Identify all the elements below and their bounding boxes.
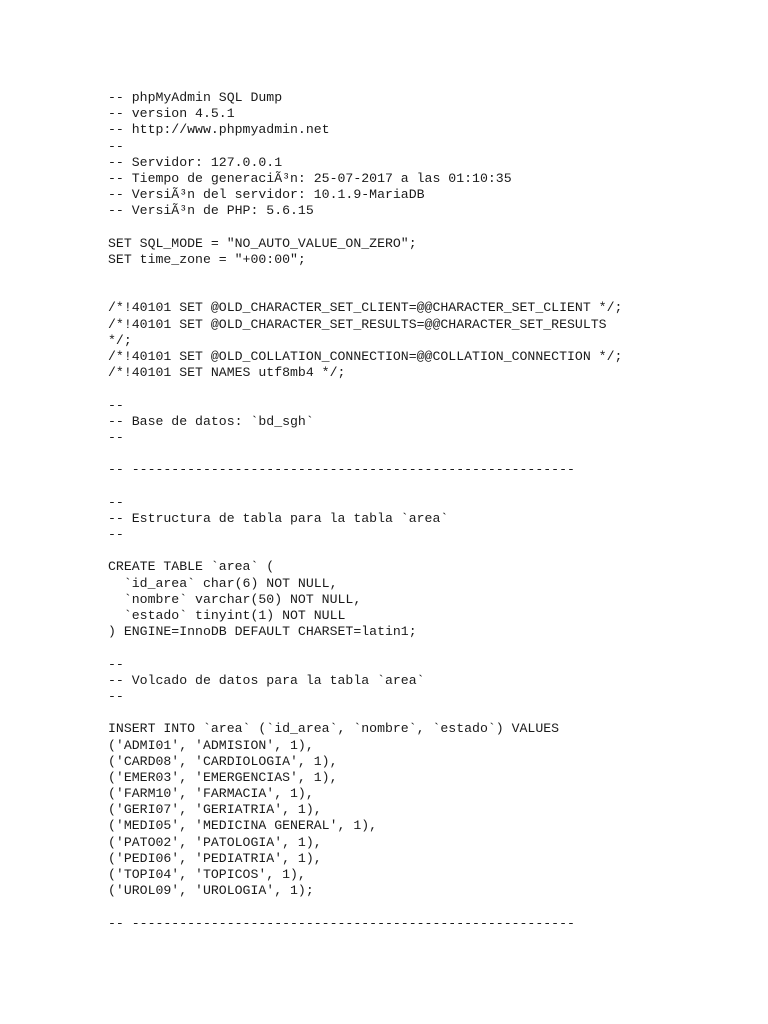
code-line: -- VersiÃ³n de PHP: 5.6.15	[108, 203, 314, 219]
code-line	[108, 220, 622, 236]
code-line: ('CARD08', 'CARDIOLOGIA', 1),	[108, 753, 338, 769]
code-line: -- Tiempo de generaciÃ³n: 25-07-2017 a las 01:10:35	[108, 170, 512, 186]
code-line	[108, 479, 622, 495]
code-line	[108, 446, 622, 462]
code-line: /*!40101 SET NAMES utf8mb4 */;	[108, 365, 346, 381]
code-line: --	[108, 138, 124, 154]
code-line: -- Volcado de datos para la tabla `area`	[108, 672, 425, 688]
code-line: ('FARM10', 'FARMACIA', 1),	[108, 786, 314, 802]
code-line: `nombre` varchar(50) NOT NULL,	[108, 591, 362, 607]
code-line: ('MEDI05', 'MEDICINA GENERAL', 1),	[108, 818, 378, 834]
code-line: --	[108, 527, 124, 543]
code-line: -- Base de datos: `bd_sgh`	[108, 413, 314, 429]
code-line: /*!40101 SET @OLD_CHARACTER_SET_CLIENT=@@CHARACTER_SET_CLIENT */;	[108, 300, 623, 316]
code-line: */;	[108, 332, 132, 348]
code-line: --	[108, 656, 124, 672]
code-line	[108, 543, 622, 559]
code-line: CREATE TABLE `area` (	[108, 559, 275, 575]
code-line: SET time_zone = "+00:00";	[108, 251, 306, 267]
code-line: -- Servidor: 127.0.0.1	[108, 154, 283, 170]
code-line: INSERT INTO `area` (`id_area`, `nombre`, `estado`) VALUES	[108, 721, 560, 737]
code-line: ('PATO02', 'PATOLOGIA', 1),	[108, 834, 322, 850]
code-line	[108, 640, 622, 656]
code-line: -- phpMyAdmin SQL Dump	[108, 90, 283, 105]
code-line: -- VersiÃ³n del servidor: 10.1.9-MariaDB	[108, 187, 425, 203]
code-line: -- version 4.5.1	[108, 106, 235, 122]
code-line: SET SQL_MODE = "NO_AUTO_VALUE_ON_ZERO";	[108, 235, 417, 251]
code-line: ) ENGINE=InnoDB DEFAULT CHARSET=latin1;	[108, 624, 417, 640]
code-line	[108, 381, 622, 397]
code-line	[108, 899, 622, 915]
code-line: --	[108, 397, 124, 413]
code-line: -- --------------------------------------------------------	[108, 915, 575, 931]
code-line: /*!40101 SET @OLD_COLLATION_CONNECTION=@@COLLATION_CONNECTION */;	[108, 349, 623, 364]
code-line: -- --------------------------------------------------------	[108, 462, 575, 478]
code-line	[108, 268, 622, 284]
code-line: -- Estructura de tabla para la tabla `area`	[108, 510, 449, 526]
code-line	[108, 705, 622, 721]
sql-dump-text	[108, 90, 622, 932]
code-line	[108, 284, 622, 300]
code-line: --	[108, 688, 124, 704]
code-line: ('ADMI01', 'ADMISION', 1),	[108, 737, 314, 753]
code-line: --	[108, 494, 124, 510]
code-line: ('UROL09', 'UROLOGIA', 1);	[108, 883, 314, 899]
code-line: ('EMER03', 'EMERGENCIAS', 1),	[108, 769, 338, 785]
code-line: ('GERI07', 'GERIATRIA', 1),	[108, 802, 322, 818]
code-line: /*!40101 SET @OLD_CHARACTER_SET_RESULTS=@@CHARACTER_SET_RESULTS	[108, 316, 607, 332]
code-line: ('TOPI04', 'TOPICOS', 1),	[108, 867, 306, 882]
code-line: `id_area` char(6) NOT NULL,	[108, 575, 338, 591]
code-line: --	[108, 429, 124, 445]
code-line: ('PEDI06', 'PEDIATRIA', 1),	[108, 850, 322, 866]
code-line: -- http://www.phpmyadmin.net	[108, 122, 330, 138]
code-line: `estado` tinyint(1) NOT NULL	[108, 608, 346, 623]
